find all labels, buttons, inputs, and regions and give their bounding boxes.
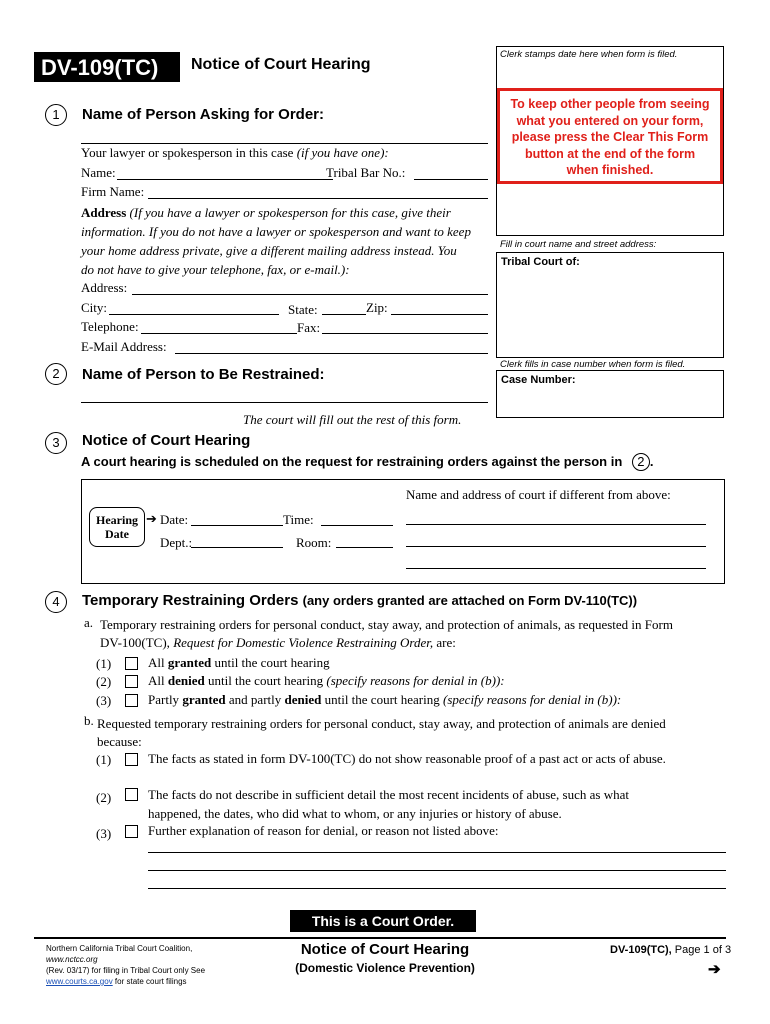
item-b-text-line-1: Requested temporary restraining orders for personal conduct, stay away, and protection of animals are denied — [97, 716, 666, 731]
state-field[interactable] — [322, 300, 366, 315]
a2-checkbox[interactable] — [125, 675, 138, 688]
address-note-3: your home address private, give a different mailing address instead. You — [81, 243, 457, 258]
footer-form-ref: DV-109(TC), — [610, 944, 672, 956]
court-fill-note: Fill in court name and street address: — [500, 239, 657, 250]
b2-text-line-2: happened, the dates, who did what to whom, or any injuries or history of abuse. — [148, 806, 562, 821]
a3-post: and partly — [225, 692, 285, 707]
b1-text: The facts as stated in form DV-100(TC) do not show reasonable proof of a past act or acts of abuse. — [148, 751, 666, 766]
next-page-arrow-icon[interactable]: ➔ — [708, 961, 721, 978]
hearing-label-line-1: Hearing — [96, 513, 138, 527]
lawyer-intro-italic: (if you have one): — [296, 145, 389, 160]
section-4-title-note: (any orders granted are attached on Form DV-110(TC)) — [302, 593, 638, 608]
telephone-field[interactable] — [141, 319, 297, 334]
b2-checkbox[interactable] — [125, 788, 138, 801]
fax-label: Fax: — [297, 320, 321, 335]
case-number-label: Case Number: — [501, 374, 576, 386]
a3-post-2: until the court hearing — [321, 692, 444, 707]
a2-text — [148, 673, 505, 689]
b3-text: Further explanation of reason for denial, or reason not listed above: — [148, 823, 499, 838]
hearing-date-field[interactable] — [191, 511, 283, 526]
section-3-subtitle — [81, 453, 654, 471]
time-label: Time: — [283, 512, 314, 527]
telephone-label: Telephone: — [81, 319, 139, 334]
hearing-arrow-icon: ➔ — [146, 511, 157, 526]
a3-checkbox[interactable] — [125, 694, 138, 707]
footer-courts-suffix: for state court filings — [112, 977, 187, 986]
address-label: Address: — [81, 280, 128, 295]
section-1-number: 1 — [45, 104, 67, 126]
address-label-bold: Address — [81, 205, 127, 220]
item-a-text — [100, 616, 720, 652]
a1-pre: All — [148, 655, 168, 670]
address-field[interactable] — [132, 280, 488, 295]
section-2-number: 2 — [45, 363, 67, 385]
b1-number: (1) — [96, 752, 112, 767]
b2-text — [148, 785, 629, 823]
hearing-room-field[interactable] — [336, 533, 393, 548]
zip-field[interactable] — [391, 300, 488, 315]
a1-checkbox[interactable] — [125, 657, 138, 670]
denial-reason-line-2[interactable] — [148, 870, 726, 871]
a3-number: (3) — [96, 693, 112, 708]
hearing-label-line-2: Date — [105, 527, 129, 541]
lawyer-intro — [81, 145, 389, 161]
name-label: Name: — [81, 165, 116, 180]
clerk-stamp-note: Clerk stamps date here when form is filed. — [500, 49, 678, 60]
city-field[interactable] — [109, 300, 279, 315]
email-field[interactable] — [175, 339, 488, 354]
a3-italic: (specify reasons for denial in (b)): — [443, 692, 622, 707]
footer-page-number: Page 1 of 3 — [671, 944, 732, 956]
fax-field[interactable] — [322, 319, 488, 334]
footer-rev: (Rev. 03/17) for filing in Tribal Court only See — [46, 966, 206, 975]
hearing-dept-field[interactable] — [191, 533, 283, 548]
date-label: Date: — [160, 512, 189, 527]
a2-number: (2) — [96, 674, 112, 689]
court-name-label: Tribal Court of: — [501, 256, 580, 268]
denial-reason-line-1[interactable] — [148, 852, 726, 853]
denial-reason-line-3[interactable] — [148, 888, 726, 889]
lawyer-name-field[interactable] — [117, 165, 333, 180]
a3-bold: granted — [182, 692, 226, 707]
a1-number: (1) — [96, 656, 112, 671]
city-label: City: — [81, 300, 108, 315]
item-a-form-name: Request for Domestic Violence Restraining Order, — [173, 635, 434, 650]
b3-number: (3) — [96, 826, 112, 841]
b2-number: (2) — [96, 790, 112, 805]
address-note-4: do not have to give your telephone, fax, or e-mail.): — [81, 262, 350, 277]
item-a-text-line-1: Temporary restraining orders for personal conduct, stay away, and protection of animals, as requested in Form — [100, 617, 673, 632]
section-4-title — [82, 592, 637, 609]
a3-pre: Partly — [148, 692, 183, 707]
footer-divider — [34, 937, 726, 939]
other-court-line-1[interactable] — [406, 510, 706, 525]
court-if-different-label: Name and address of court if different from above: — [406, 487, 671, 502]
firm-name-field[interactable] — [148, 184, 488, 199]
a1-post: until the court hearing — [211, 655, 330, 670]
dept-label: Dept.: — [160, 535, 193, 550]
court-fill-rest-note: The court will fill out the rest of this form. — [243, 412, 462, 427]
bar-number-label: Tribal Bar No.: — [326, 165, 406, 180]
a2-pre: All — [148, 673, 168, 688]
zip-label: Zip: — [366, 300, 388, 315]
a1-bold: granted — [167, 655, 212, 670]
address-instructions — [81, 203, 491, 279]
restrained-person-field[interactable] — [81, 388, 488, 403]
item-a-are: are: — [436, 635, 456, 650]
firm-name-label: Firm Name: — [81, 184, 145, 199]
a1-text — [148, 655, 330, 671]
footer-org-url[interactable]: www.nctcc.org — [46, 955, 98, 964]
footer-page-ref — [610, 944, 731, 956]
state-label: State: — [288, 302, 318, 317]
email-label: E-Mail Address: — [81, 339, 167, 354]
item-b-marker: b. — [84, 713, 94, 728]
case-number-note: Clerk fills in case number when form is filed. — [500, 359, 686, 370]
a3-text — [148, 692, 621, 708]
other-court-line-3[interactable] — [406, 554, 706, 569]
item-a-marker: a. — [84, 615, 94, 630]
item-b-text-line-2: because: — [97, 734, 142, 749]
section-3-subtitle-text: A court hearing is scheduled on the request for restraining orders against the person in — [81, 454, 623, 469]
footer-org-name: Northern California Tribal Court Coalition, — [46, 944, 193, 953]
b2-text-line-1: The facts do not describe in sufficient detail the most recent incidents of abuse, such as what — [148, 787, 629, 802]
a2-italic: (specify reasons for denial in (b)): — [326, 673, 505, 688]
a2-bold: denied — [167, 673, 205, 688]
hearing-date-label — [89, 507, 145, 547]
petitioner-name-field[interactable] — [81, 129, 488, 144]
section-3-title: Notice of Court Hearing — [82, 432, 251, 449]
section-3-ref-circle: 2 — [632, 453, 650, 471]
room-label: Room: — [296, 535, 332, 550]
a3-bold-2: denied — [284, 692, 322, 707]
court-order-banner: This is a Court Order. — [290, 910, 476, 932]
item-b-text — [97, 715, 717, 751]
section-4-number: 4 — [45, 591, 67, 613]
section-2-title: Name of Person to Be Restrained: — [82, 366, 325, 383]
footer-center-subtitle: (Domestic Violence Prevention) — [295, 961, 475, 975]
section-3-number: 3 — [45, 432, 67, 454]
footer-org — [46, 943, 205, 987]
footer-center-title: Notice of Court Hearing — [300, 941, 470, 958]
a2-post: until the court hearing — [204, 673, 327, 688]
section-1-title: Name of Person Asking for Order: — [82, 106, 324, 123]
other-court-line-2[interactable] — [406, 532, 706, 547]
footer-courts-link[interactable]: www.courts.ca.gov — [46, 977, 113, 986]
address-note-2: information. If you do not have a lawyer or spokesperson and want to keep — [81, 224, 471, 239]
privacy-notice: To keep other people from seeing what you entered on your form, please press the Clear This Form button at the end of the form when finished. — [497, 88, 723, 184]
section-3-ref-period: . — [649, 454, 654, 469]
hearing-time-field[interactable] — [321, 511, 393, 526]
b3-checkbox[interactable] — [125, 825, 138, 838]
bar-number-field[interactable] — [414, 165, 488, 180]
item-a-form-ref: DV-100(TC), — [100, 635, 170, 650]
address-note-1: (If you have a lawyer or spokesperson for this case, give their — [129, 205, 451, 220]
b1-checkbox[interactable] — [125, 753, 138, 766]
lawyer-intro-text: Your lawyer or spokesperson in this case — [81, 145, 294, 160]
form-title: Notice of Court Hearing — [191, 56, 371, 73]
form-id-badge: DV-109(TC) — [34, 52, 180, 82]
section-4-title-text: Temporary Restraining Orders — [82, 592, 299, 609]
